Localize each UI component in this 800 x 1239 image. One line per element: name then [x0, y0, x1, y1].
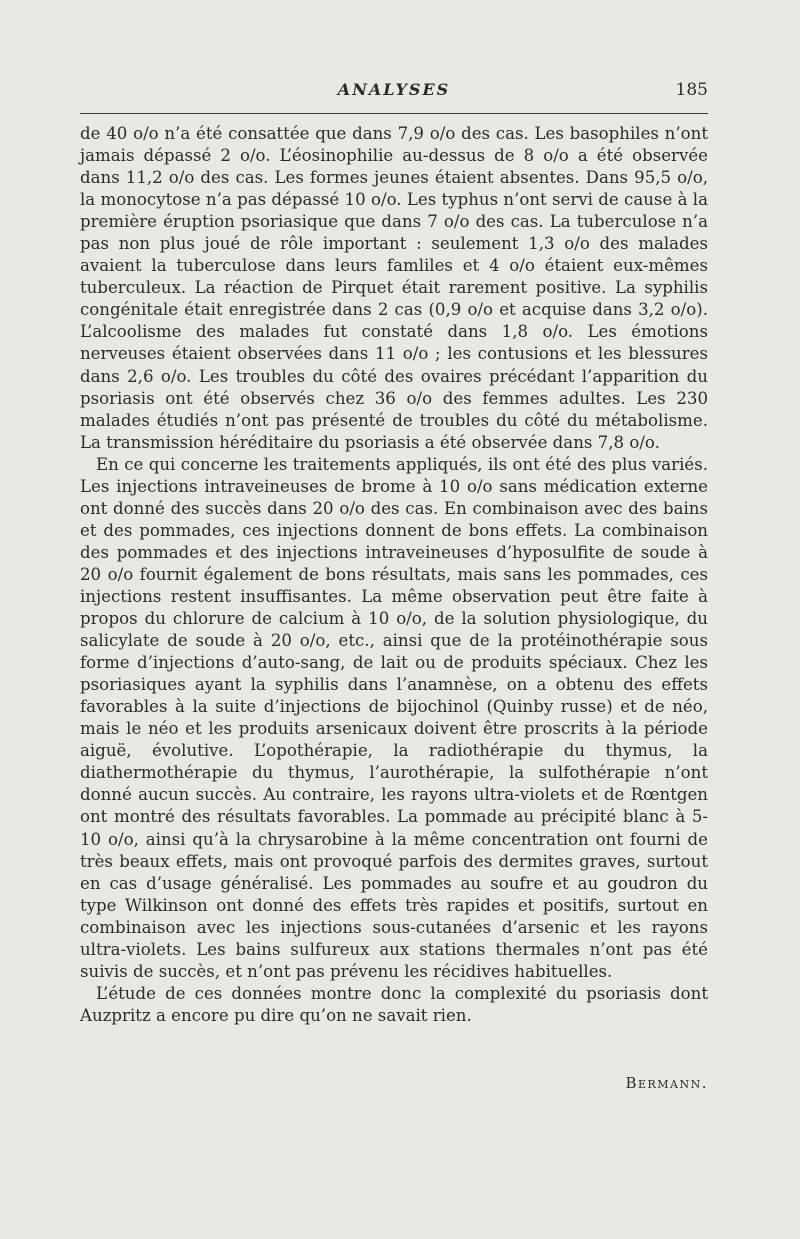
- running-title: ANALYSES: [337, 80, 451, 99]
- article-body: [80, 123, 708, 1027]
- paragraph-statistics: de 40 o/o n’a été consattée que dans 7,9 o/o des cas. Les basophiles n’ont jamais dépassé 2 o/o. L’éosinophilie au-dessus de 8 o/o a été observée dans 11,2 o/o des cas. Les formes jeunes étaient absentes. Dans 95,5 o/o, la monocytose n’a pas dépassé 10 o/o. Les typhus n’ont servi de cause à la première éruption psoriasique que dans 7 o/o des cas. La tuberculose n’a pas non plus joué de rôle important : seulement 1,3 o/o des malades avaient la tuberculose dans leurs famliles et 4 o/o étaient eux-mêmes tuberculeux. La réaction de Pirquet était rarement positive. La syphilis congénitale était enregistrée dans 2 cas (0,9 o/o et acquise dans 3,2 o/o). L’alcoolisme des malades fut constaté dans 1,8 o/o. Les émotions nerveuses étaient observées dans 11 o/o ; les contusions et les blessures dans 2,6 o/o. Les troubles du côté des ovaires précédant l’apparition du psoriasis ont été observés chez 36 o/o des femmes adultes. Les 230 malades étudiés n’ont pas présenté de troubles du côté du métabolisme. La transmission héréditaire du psoriasis a été observée dans 7,8 o/o.: [80, 124, 708, 452]
- paragraph-conclusion: L’étude de ces données montre donc la complexité du psoriasis dont Auzpritz a encore pu dire qu’on ne savait rien.: [80, 983, 708, 1025]
- running-header: [80, 80, 708, 104]
- author-signature: Bermann.: [625, 1074, 708, 1092]
- page-number: 185: [675, 80, 708, 100]
- header-rule: [80, 113, 708, 114]
- paragraph-treatments: En ce qui concerne les traitements appliqués, ils ont été des plus variés. Les injections intraveineuses de brome à 10 o/o sans médication externe ont donné des succès dans 20 o/o des cas. En combinaison avec des bains et des pommades, ces injections donnent de bons effets. La combinaison des pommades et des injections intraveineuses d’hyposulfite de soude à 20 o/o fournit également de bons résultats, mais sans les pommades, ces injections restent insuffisantes. La même observation peut être faite à propos du chlorure de calcium à 10 o/o, de la solution physiologique, du salicylate de soude à 20 o/o, etc., ainsi que de la protéinothérapie sous forme d’injections d’auto-sang, de lait ou de produits spéciaux. Chez les psoriasiques ayant la syphilis dans l’anamnèse, on a obtenu des effets favorables à la suite d’injections de bijochinol (Quinby russe) et de néo, mais le néo et les produits arsenicaux doivent être proscrits à la période aiguë, évolutive. L’opothérapie, la radiothérapie du thymus, la diathermothérapie du thymus, l’aurothérapie, la sulfothérapie n’ont donné aucun succès. Au contraire, les rayons ultra-violets et de Rœntgen ont montré des résultats favorables. La pommade au précipité blanc à 5-10 o/o, ainsi qu’à la chrysarobine à la même concentration ont fourni de très beaux effets, mais ont provoqué parfois des dermites graves, surtout en cas d’usage généralisé. Les pommades au soufre et au goudron du type Wilkinson ont donné des effets très rapides et positifs, surtout en combinaison avec les injections sous-cutanées d’arsenic et les rayons ultra-violets. Les bains sulfureux aux stations thermales n’ont pas été suivis de succès, et n’ont pas prévenu les récidives habituelles.: [80, 454, 708, 981]
